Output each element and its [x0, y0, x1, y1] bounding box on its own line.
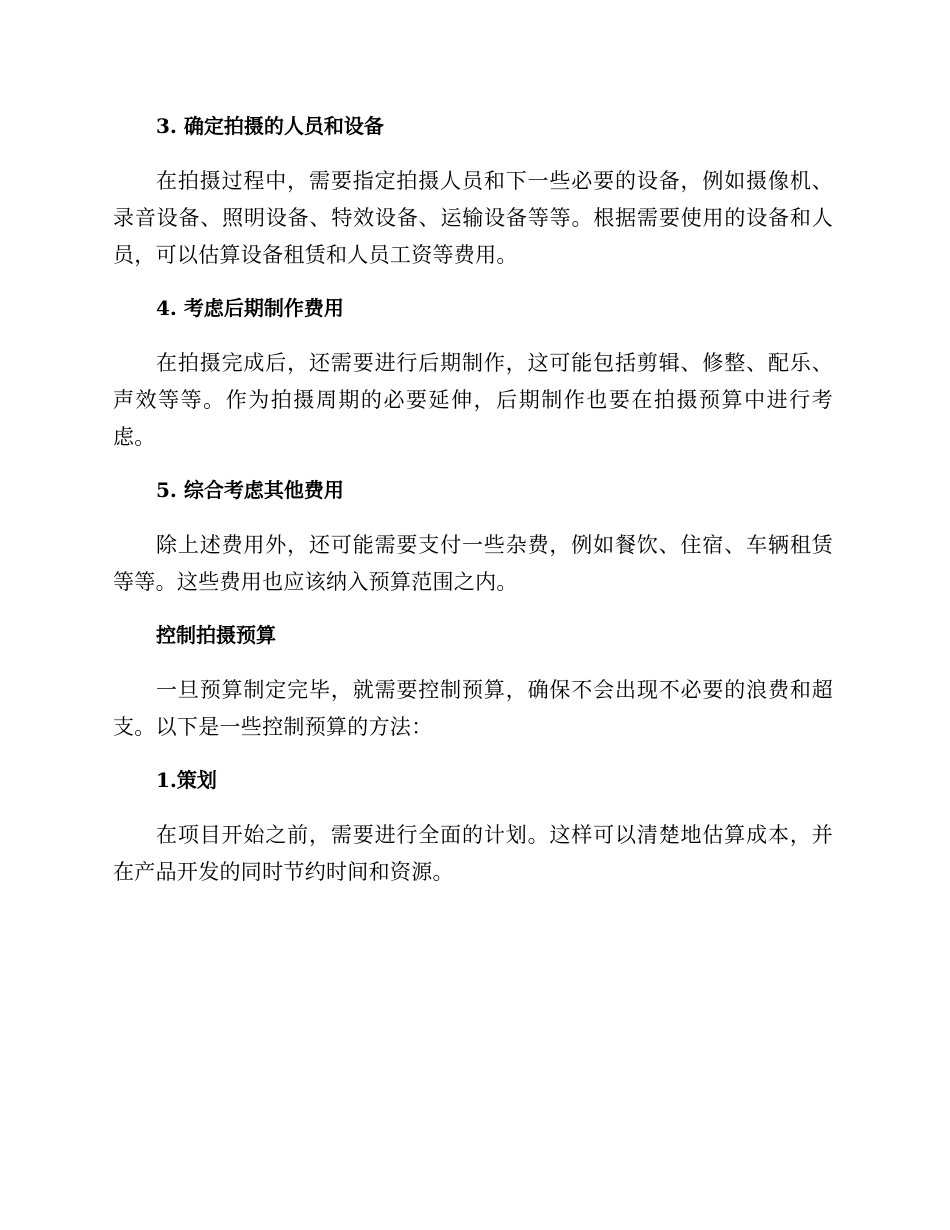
section-paragraph-planning: 在项目开始之前，需要进行全面的计划。这样可以清楚地估算成本，并在产品开发的同时节约时间和资源。 [113, 823, 833, 884]
section-paragraph-post-production: 在拍摄完成后，还需要进行后期制作，这可能包括剪辑、修整、配乐、声效等等。作为拍摄周期的必要延伸，后期制作也要在拍摄预算中进行考虑。 [113, 351, 833, 449]
section-paragraph-budget-control: 一旦预算制定完毕，就需要控制预算，确保不会出现不必要的浪费和超支。以下是一些控制预算的方法： [113, 678, 833, 739]
section-heading-planning: 1.策划 [156, 768, 217, 792]
section-paragraph-other-costs: 除上述费用外，还可能需要支付一些杂费，例如餐饮、住宿、车辆租赁等等。这些费用也应该纳入预算范围之内。 [113, 533, 833, 594]
section-heading-other-costs: 5. 综合考虑其他费用 [156, 478, 344, 502]
section-heading-personnel-equipment: 3. 确定拍摄的人员和设备 [156, 114, 384, 138]
section-heading-budget-control: 控制拍摄预算 [156, 623, 276, 647]
section-heading-post-production: 4. 考虑后期制作费用 [156, 296, 344, 320]
section-paragraph-personnel-equipment: 在拍摄过程中，需要指定拍摄人员和下一些必要的设备，例如摄像机、录音设备、照明设备、特效设备、运输设备等等。根据需要使用的设备和人员，可以估算设备租赁和人员工资等费用。 [113, 169, 833, 267]
document-body [113, 108, 833, 907]
